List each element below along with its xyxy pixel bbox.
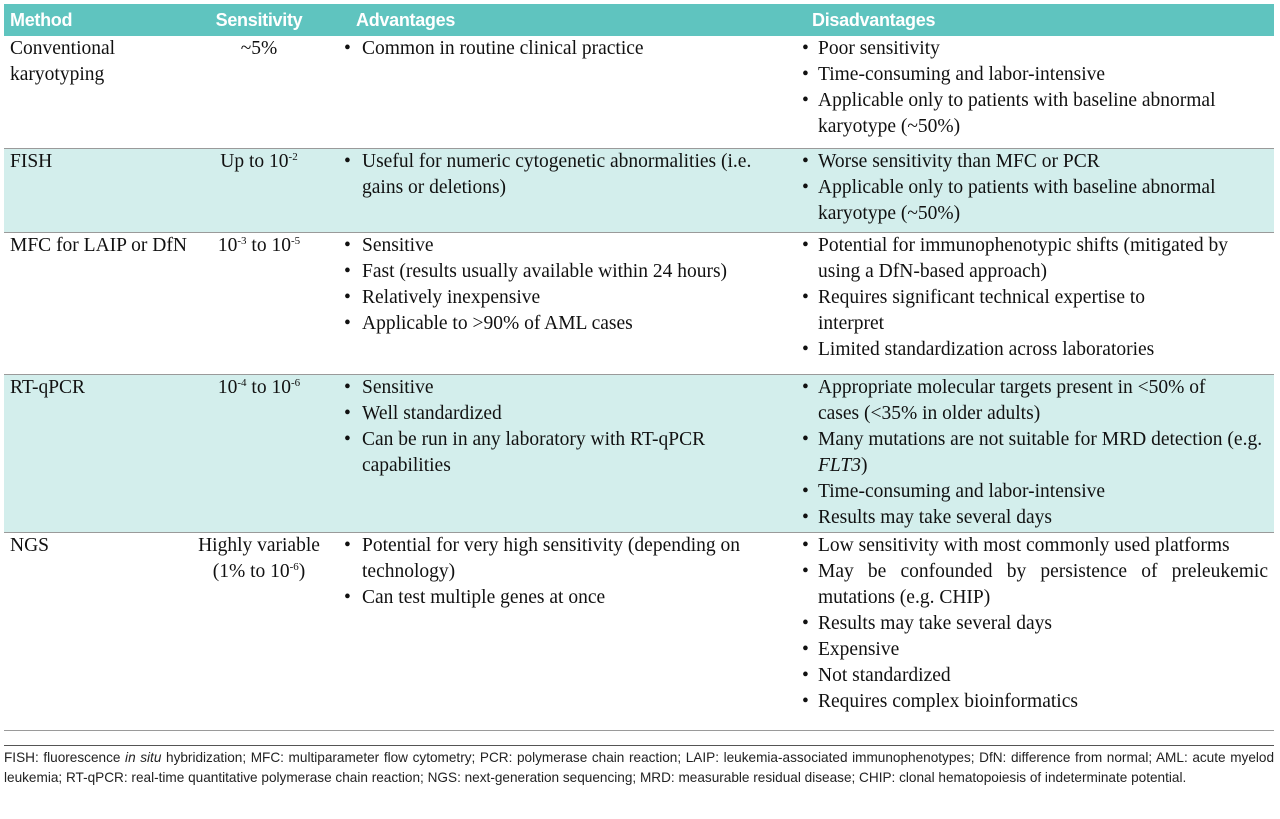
table-row <box>4 148 1274 232</box>
sensitivity-cell: $10^{-3}$ to $10^{-5}$ <box>184 232 334 374</box>
list-item: • May be confounded by persistence of preleukemic mutations (e.g. CHIP) <box>800 559 1268 611</box>
sensitivity-cell: Highly variable (1% to $10^{-6}$) <box>184 532 334 730</box>
list-item: • Applicable only to patients with baseline abnormal karyotype (~50%) <box>800 175 1268 227</box>
method-cell: Conventional karyotyping <box>4 36 184 148</box>
method-cell: FISH <box>4 148 184 232</box>
list-item: • Time-consuming and labor-intensive <box>800 479 1268 505</box>
disadvantages-cell <box>794 36 1274 148</box>
list-item: • Worse sensitivity than MFC or PCR <box>800 149 1268 175</box>
list-item: • Low sensitivity with most commonly used platforms <box>800 533 1268 559</box>
list-item: • Expensive <box>800 637 1268 663</box>
list-item: • Not standardized <box>800 663 1268 689</box>
header-row <box>4 4 1274 36</box>
list-item: • Applicable only to patients with baseline abnormal karyotype (~50%) <box>800 88 1268 140</box>
list-item: • Can be run in any laboratory with RT-qPCR capabilities <box>340 427 788 479</box>
list-item: • Common in routine clinical practice <box>340 36 788 62</box>
sensitivity-cell: ~5% <box>184 36 334 148</box>
list-item: • Potential for immunophenotypic shifts (mitigated by using a DfN-based approach) <box>800 233 1268 285</box>
list-item: • Applicable to >90% of AML cases <box>340 311 788 337</box>
list-item: • Fast (results usually available within 24 hours) <box>340 259 788 285</box>
disadvantages-cell <box>794 532 1274 730</box>
header-advantages: Advantages <box>334 4 794 36</box>
list-item: • Sensitive <box>340 233 788 259</box>
header-disadvantages: Disadvantages <box>794 4 1274 36</box>
list-item: • Can test multiple genes at once <box>340 585 788 611</box>
disadvantages-cell <box>794 232 1274 374</box>
list-item: • Requires complex bioinformatics <box>800 689 1268 715</box>
advantages-cell <box>334 232 794 374</box>
method-cell: MFC for LAIP or DfN <box>4 232 184 374</box>
table-row <box>4 232 1274 374</box>
header-sensitivity: Sensitivity <box>184 4 334 36</box>
disadvantages-cell <box>794 148 1274 232</box>
disadvantages-cell <box>794 374 1274 532</box>
table-row <box>4 374 1274 532</box>
list-item: • Poor sensitivity <box>800 36 1268 62</box>
sensitivity-cell: Up to $10^{-2}$ <box>184 148 334 232</box>
table-row <box>4 532 1274 730</box>
list-item: • Sensitive <box>340 375 788 401</box>
table-footnote: FISH: fluorescence in situ hybridization; MFC: multiparameter flow cytometry; PCR: polymerase chain reaction; LAIP: leukemia-associated immunophenotypes; DfN: difference from normal; AML: acute myelod leukemia; RT-qPCR: real-time quantitative polymerase chain reaction; NGS: next-generation sequencing; MRD: measurable residual disease; CHIP: clonal hematopoiesis of indeterminate potential. <box>4 745 1274 788</box>
advantages-cell <box>334 36 794 148</box>
list-item: • Many mutations are not suitable for MRD detection (e.g. FLT3) <box>800 427 1268 479</box>
table-row <box>4 36 1274 148</box>
list-item: • Time-consuming and labor-intensive <box>800 62 1268 88</box>
advantages-cell <box>334 148 794 232</box>
list-item: • Potential for very high sensitivity (depending on technology) <box>340 533 788 585</box>
advantages-cell <box>334 374 794 532</box>
list-item: • Well standardized <box>340 401 788 427</box>
method-cell: RT-qPCR <box>4 374 184 532</box>
advantages-cell <box>334 532 794 730</box>
comparison-table <box>4 4 1274 731</box>
list-item: • Useful for numeric cytogenetic abnormalities (i.e. gains or deletions) <box>340 149 788 201</box>
list-item: • Appropriate molecular targets present in <50% of cases (<35% in older adults) <box>800 375 1268 427</box>
method-cell: NGS <box>4 532 184 730</box>
list-item: • Relatively inexpensive <box>340 285 788 311</box>
sensitivity-cell: $10^{-4}$ to $10^{-6}$ <box>184 374 334 532</box>
list-item: • Limited standardization across laboratories <box>800 337 1268 363</box>
header-method: Method <box>4 4 184 36</box>
list-item: • Requires significant technical expertise to interpret <box>800 285 1268 337</box>
list-item: • Results may take several days <box>800 611 1268 637</box>
list-item: • Results may take several days <box>800 505 1268 531</box>
